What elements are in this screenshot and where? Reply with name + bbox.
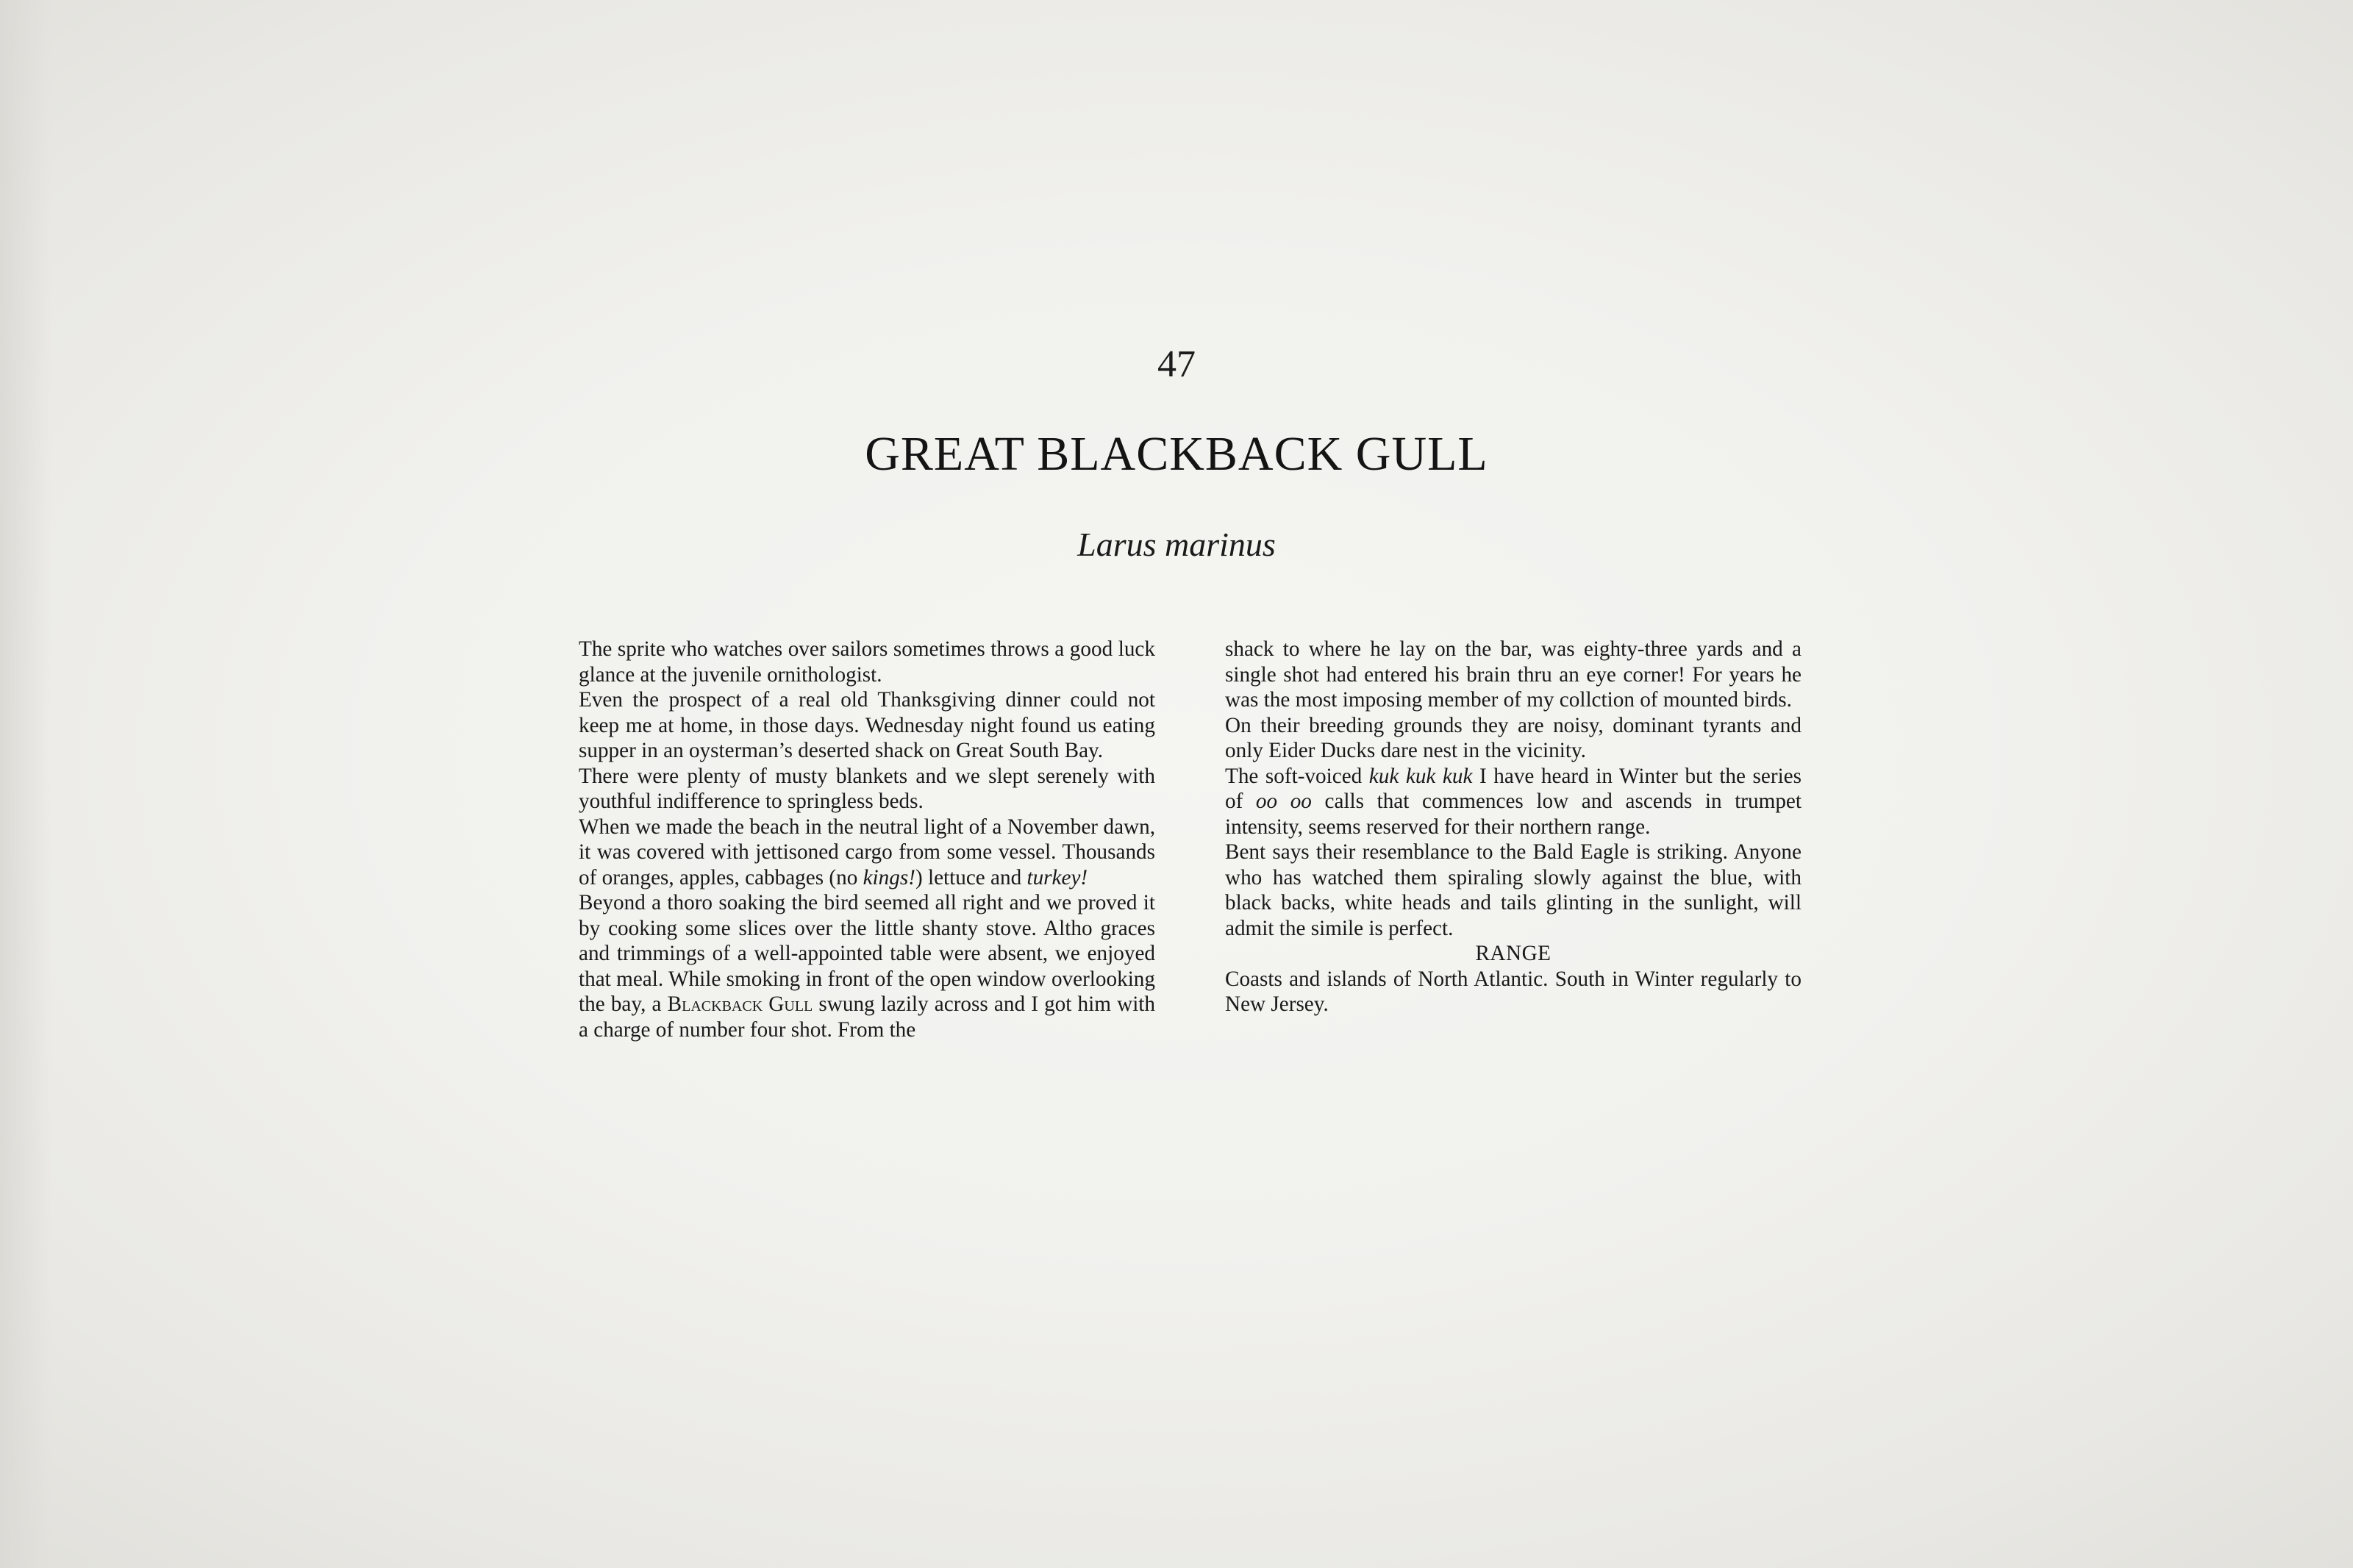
- species-name-smallcaps: Blackback Gull: [667, 992, 813, 1016]
- text-run: When we made the beach in the neutral light of a November dawn, it was covered with jettisoned cargo from some vessel. Thousands of oranges, apples, cabbages (no: [579, 815, 1155, 889]
- range-text: Coasts and islands of North Atlantic. South in Winter regularly to New Jersey.: [1225, 967, 1802, 1016]
- paragraph: [579, 890, 1155, 1042]
- paragraph: shack to where he lay on the bar, was eighty-three yards and a single shot had entered his brain thru an eye corner! For years he was the most imposing member of my collction of mounted birds.: [1225, 637, 1802, 712]
- italic-text: kuk kuk kuk: [1368, 764, 1473, 788]
- paragraph: On their breeding grounds they are noisy, dominant tyrants and only Eider Ducks dare nest in the vicinity.: [1225, 713, 1802, 762]
- paragraph: Even the prospect of a real old Thanksgiving dinner could not keep me at home, in those days. Wednesday night found us eating supper in an oysterman’s deserted shack on Great South Bay.: [579, 688, 1155, 762]
- text-run: I have heard in Winter but the series of: [1225, 764, 1802, 813]
- scientific-name: Larus marinus: [1077, 526, 1276, 563]
- paragraph: [579, 815, 1155, 891]
- italic-text: oo oo: [1255, 790, 1312, 813]
- text-column-right: [1225, 637, 1802, 1017]
- text-run: The soft-voiced: [1225, 764, 1369, 788]
- italic-text: kings!: [863, 865, 915, 889]
- paragraph: [1225, 764, 1802, 840]
- text-run: Beyond a thoro soaking the bird seemed all right and we proved it by cooking some slices over the little shanty stove. Altho graces and trimmings of a well-appointed table were absent, we enjoyed that meal. While smoking in front of the open window overlooking the bay, a: [579, 891, 1155, 1016]
- page-number: 47: [1157, 343, 1196, 385]
- paragraph: Bent says their resemblance to the Bald Eagle is striking. Anyone who has watched them spiraling slowly against the blue, with black backs, white heads and tails glinting in the sunlight, will admit the simile is perfect.: [1225, 840, 1802, 940]
- italic-text: turkey!: [1026, 865, 1088, 889]
- text-run: ) lettuce and: [915, 865, 1027, 889]
- text-run: calls that commences low and ascends in trumpet intensity, seems reserved for their northern range.: [1225, 790, 1802, 839]
- page-title: GREAT BLACKBACK GULL: [865, 427, 1488, 481]
- paragraph: There were plenty of musty blankets and we slept serenely with youthful indifference to springless beds.: [579, 764, 1155, 813]
- paper-edge: [0, 0, 51, 1568]
- text-column-left: [579, 637, 1155, 1042]
- range-heading: RANGE: [1475, 942, 1552, 965]
- paragraph: The sprite who watches over sailors sometimes throws a good luck glance at the juvenile ornithologist.: [579, 637, 1155, 687]
- text-run: swung lazily across and I got him with a charge of number four shot. From the: [579, 992, 1156, 1042]
